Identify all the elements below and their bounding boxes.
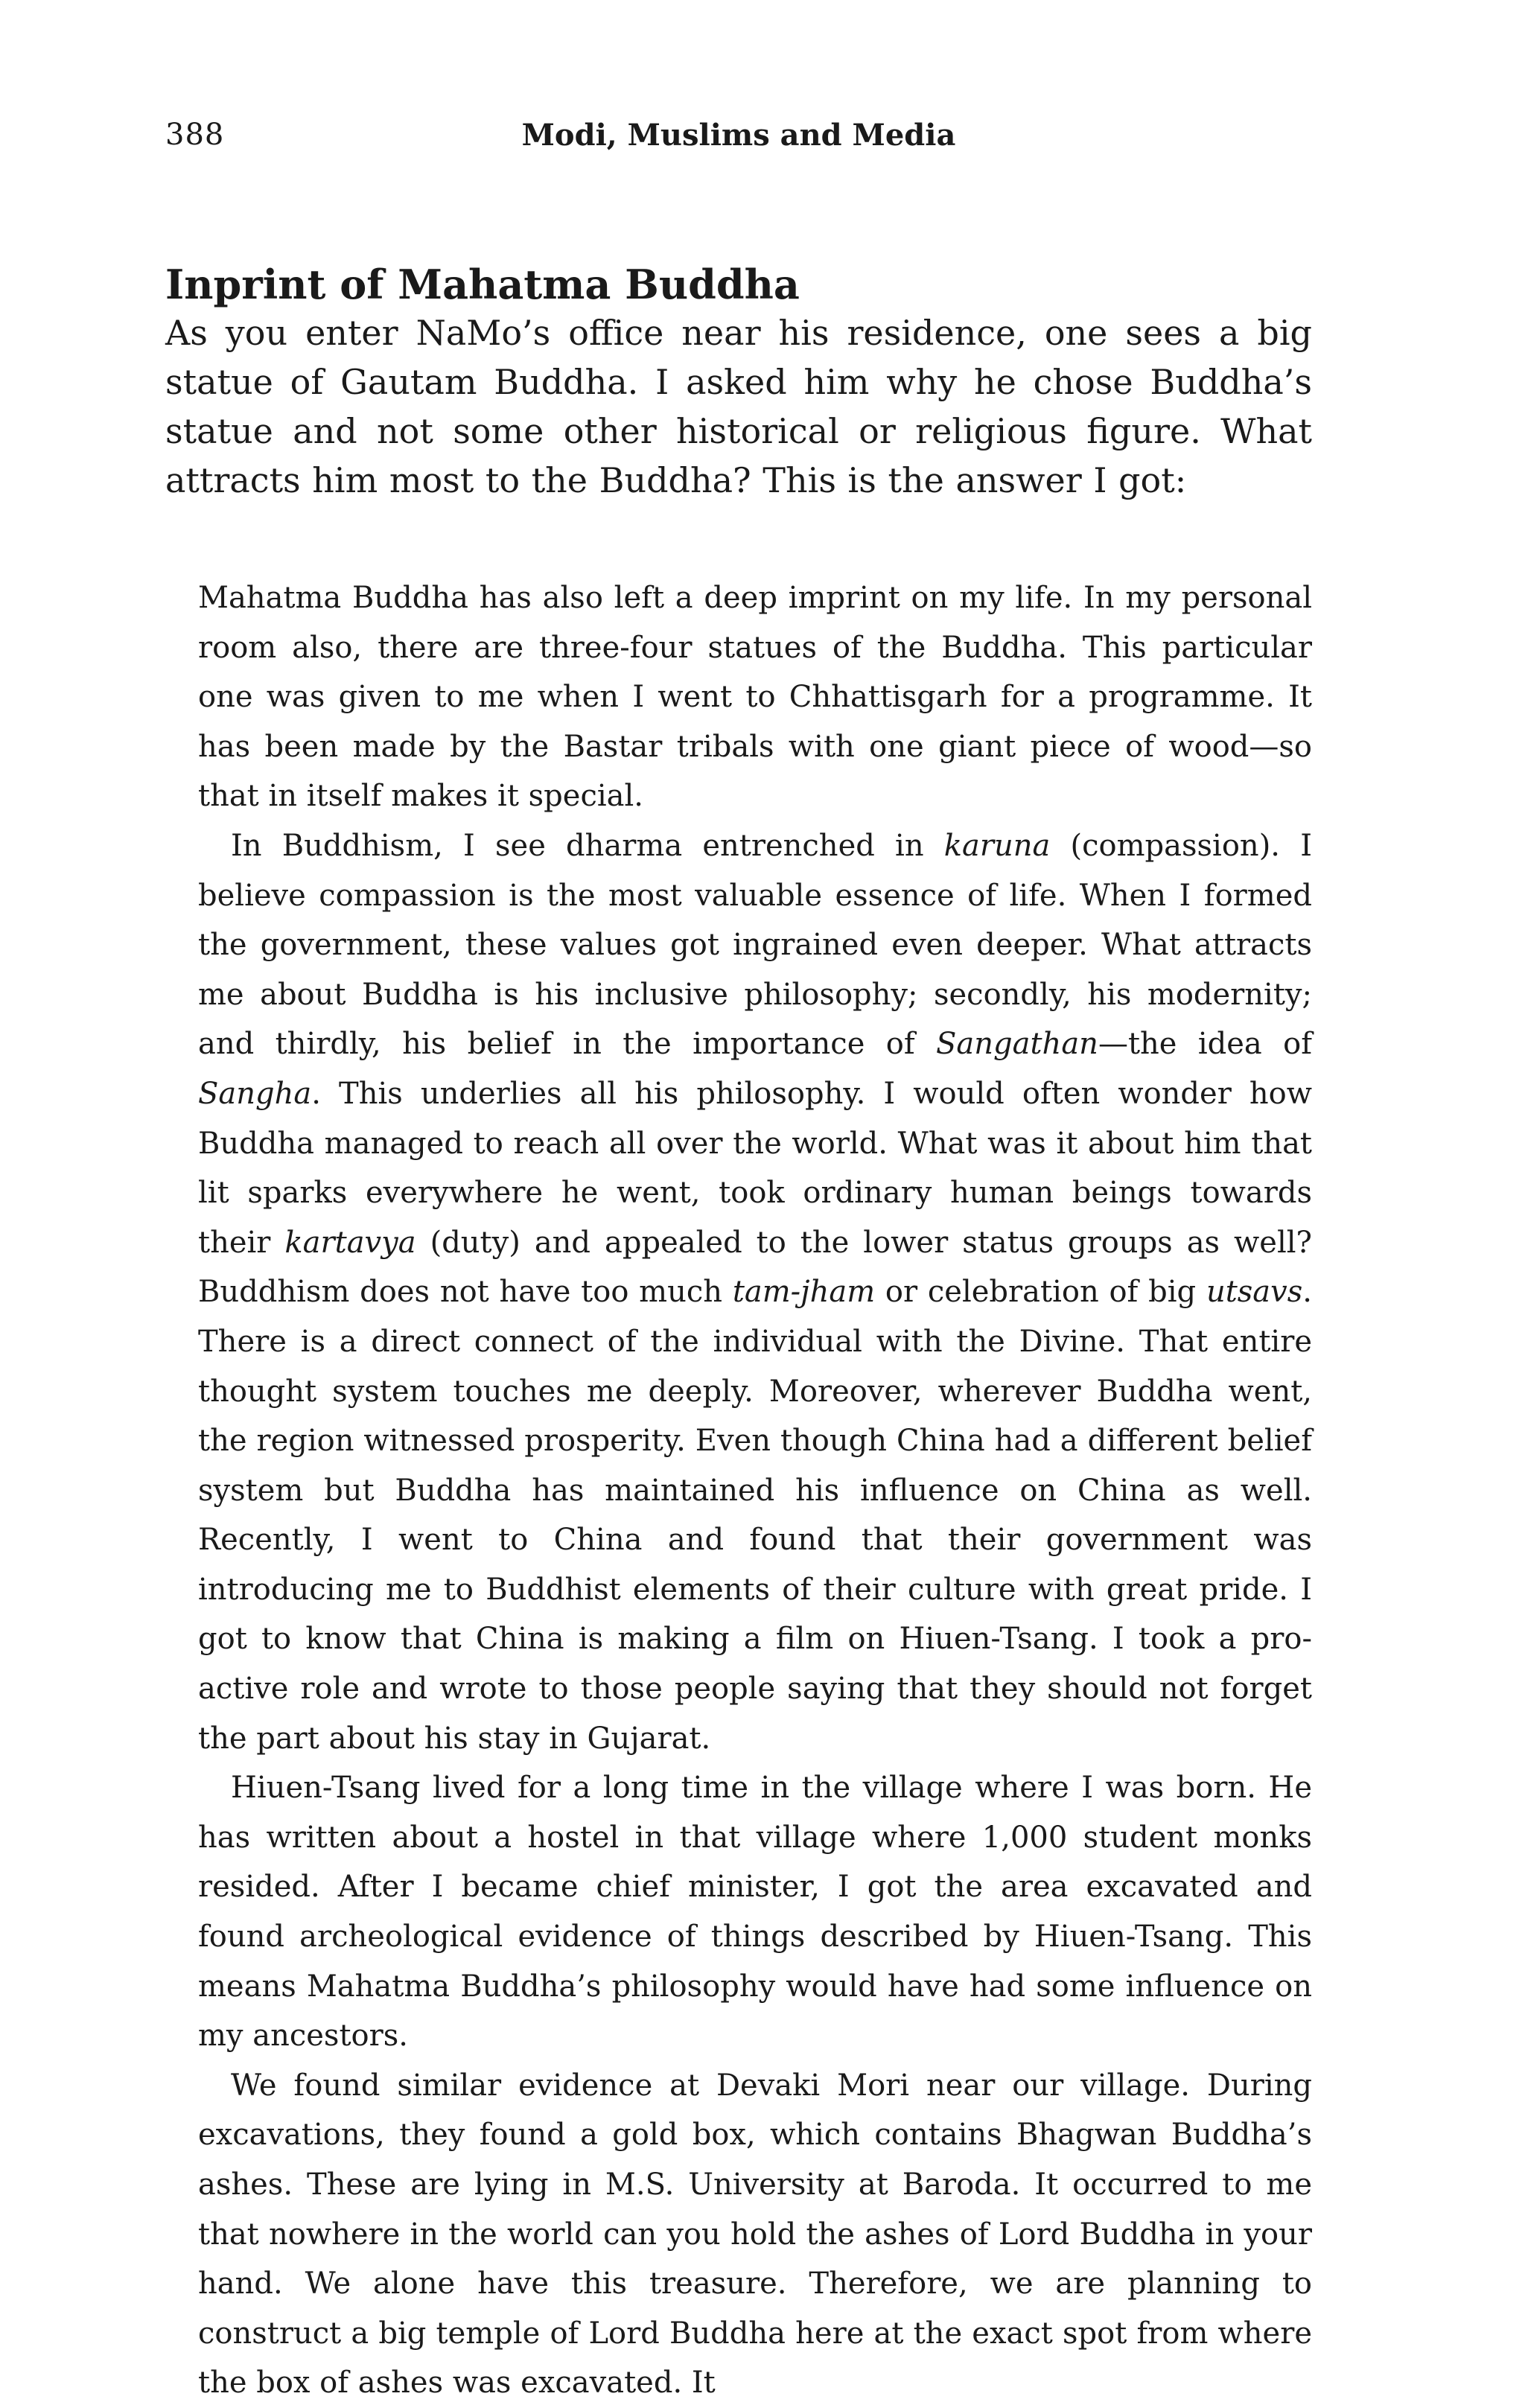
quote-paragraph-1: Mahatma Buddha has also left a deep imprint on my life. In my personal room also, there are three-four statues of the Buddha. This particular one was given to me when I went to Chhattisgarh for a programme. It has been made by the Bastar tribals with one giant piece of wood—so that in itself makes it special. [198, 581, 1312, 814]
italic-term-utsavs: utsavs [1206, 1275, 1303, 1310]
italic-term-kartavya: kartavya [284, 1225, 416, 1260]
text-run: In Buddhism, I see dharma entrenched in [231, 828, 944, 863]
quote-paragraph-3: Hiuen-Tsang lived for a long time in the village where I was born. He has written about a hostel in that village where 1,000 student monks resided. After I became chief minister, I got the area excavated and found archeological evidence of things described by Hiuen-Tsang. This means Mahatma Buddha’s philosophy would have had some influence on my ancestors. [198, 1771, 1312, 2054]
italic-term-sangathan: Sangathan [936, 1027, 1098, 1062]
page-number: 388 [165, 118, 225, 152]
block-quote [198, 573, 1312, 2408]
text-run: —the idea of [1098, 1027, 1312, 1062]
intro-paragraph: As you enter NaMo’s office near his residence, one sees a big statue of Gautam Buddha. I asked him why he chose Buddha’s statue and not some other historical or religious figure. What attracts him most to the Buddha? This is the answer I got: [165, 313, 1312, 500]
running-head [165, 118, 1312, 162]
page-content [165, 261, 1312, 2408]
quote-paragraph-4: We found similar evidence at Devaki Mori near our village. During excavations, they found a gold box, which contains Bhagwan Buddha’s ashes. These are lying in M.S. University at Baroda. It occurred to me that nowhere in the world can you hold the ashes of Lord Buddha in your hand. We alone have this treasure. Therefore, we are planning to construct a big temple of Lord Buddha here at the exact spot from where the box of ashes was excavated. It [198, 2068, 1312, 2401]
quote-paragraph-2 [198, 821, 1312, 1763]
text-run: . There is a direct connect of the individual with the Divine. That entire thought system touches me deeply. Moreover, wherever Buddha went, the region witnessed prosperity. Even though China had a different belief system but Buddha has maintained his influence on China as well. Recently, I went to China and found that their government was introducing me to Buddhist elements of their culture with great pride. I got to know that China is making a film on Hiuen-Tsang. I took a pro-active role and wrote to those people saying that they should not forget the part about his stay in Gujarat. [198, 1275, 1312, 1756]
italic-term-sangha: Sangha [198, 1076, 312, 1111]
text-run: (duty) and appealed to the lower status groups as well? Buddhism does not have too much [198, 1225, 1312, 1310]
section-heading: Inprint of Mahatma Buddha [165, 261, 800, 308]
text-run: or celebration of big [875, 1275, 1206, 1310]
italic-term-tam-jham: tam-jham [732, 1275, 876, 1310]
text-run: . This underlies all his philosophy. I would often wonder how Buddha managed to reach all over the world. What was it about him that lit sparks everywhere he went, took ordinary human beings towards their [198, 1076, 1312, 1260]
book-title: Modi, Muslims and Media [521, 118, 956, 153]
italic-term-karuna: karuna [943, 828, 1051, 863]
text-run: (compassion). I believe compassion is the most valuable essence of life. When I formed the government, these values got ingrained even deeper. What attracts me about Buddha is his inclusive philosophy; secondly, his modernity; and thirdly, his belief in the importance of [198, 828, 1312, 1062]
